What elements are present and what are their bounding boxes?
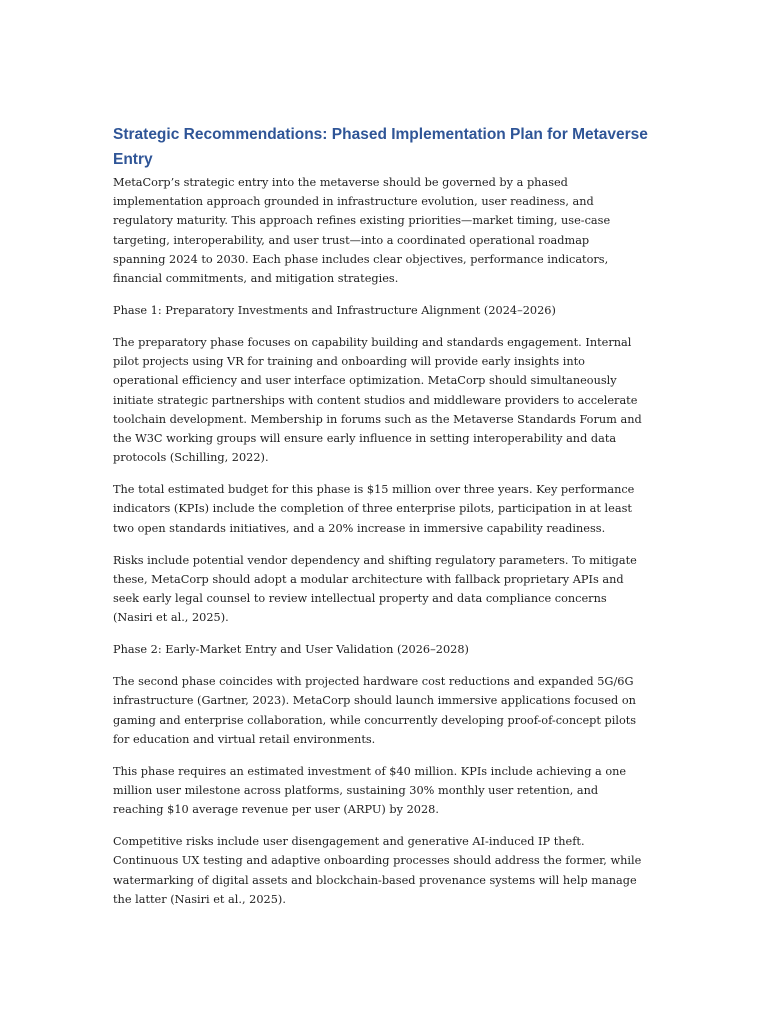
paragraph-line: reaching $10 average revenue per user (ARPU) by 2028. <box>113 803 439 817</box>
paragraph-line: for education and virtual retail environments. <box>113 732 376 746</box>
paragraph-line: Continuous UX testing and adaptive onboarding processes should address the former, while <box>113 854 642 868</box>
paragraph-line: infrastructure (Gartner, 2023). MetaCorp should launch immersive applications focused on <box>113 694 636 708</box>
paragraph-line: spanning 2024 to 2030. Each phase includes clear objectives, performance indicators, <box>113 252 609 266</box>
paragraph-line: pilot projects using VR for training and onboarding will provide early insights into <box>113 355 585 369</box>
paragraph-line: (Nasiri et al., 2025). <box>113 611 229 625</box>
phase-2-risks-paragraph <box>113 832 658 909</box>
phase-1-overview-paragraph <box>113 333 658 467</box>
phase-1-budget-paragraph <box>113 480 658 538</box>
paragraph-line: implementation approach grounded in infrastructure evolution, user readiness, and <box>113 195 594 209</box>
paragraph-line: Risks include potential vendor dependency and shifting regulatory parameters. To mitigate <box>113 553 637 567</box>
paragraph-line: targeting, interoperability, and user trust—into a coordinated operational roadmap <box>113 233 590 247</box>
document-page <box>113 122 658 922</box>
paragraph-line: toolchain development. Membership in forums such as the Metaverse Standards Forum and <box>113 412 642 426</box>
paragraph-line: The second phase coincides with projected hardware cost reductions and expanded 5G/6G <box>113 675 634 689</box>
document-heading: Strategic Recommendations: Phased Implementation Plan for Metaverse Entry <box>113 126 648 168</box>
phase-1-risks-paragraph <box>113 551 658 628</box>
intro-paragraph <box>113 173 658 288</box>
paragraph-line: The total estimated budget for this phase is $15 million over three years. Key performance <box>113 483 635 497</box>
paragraph-line: initiate strategic partnerships with content studios and middleware providers to accelerate <box>113 393 638 407</box>
phase-2-title: Phase 2: Early-Market Entry and User Validation (2026–2028) <box>113 643 469 657</box>
paragraph-line: operational efficiency and user interface optimization. MetaCorp should simultaneously <box>113 374 617 388</box>
phase-1-title: Phase 1: Preparatory Investments and Infrastructure Alignment (2024–2026) <box>113 304 556 318</box>
paragraph-line: protocols (Schilling, 2022). <box>113 451 269 465</box>
phase-2-overview-paragraph <box>113 672 658 749</box>
paragraph-line: seek early legal counsel to review intellectual property and data compliance concerns <box>113 592 607 606</box>
paragraph-line: financial commitments, and mitigation strategies. <box>113 272 399 286</box>
paragraph-line: regulatory maturity. This approach refines existing priorities—market timing, use-case <box>113 214 611 228</box>
paragraph-line: watermarking of digital assets and blockchain-based provenance systems will help manage <box>113 873 637 887</box>
paragraph-line: Competitive risks include user disengagement and generative AI-induced IP theft. <box>113 835 585 849</box>
paragraph-line: two open standards initiatives, and a 20% increase in immersive capability readiness. <box>113 521 606 535</box>
paragraph-line: gaming and enterprise collaboration, while concurrently developing proof-of-concept pilots <box>113 713 637 727</box>
paragraph-line: the W3C working groups will ensure early influence in setting interoperability and data <box>113 432 617 446</box>
paragraph-line: these, MetaCorp should adopt a modular architecture with fallback proprietary APIs and <box>113 572 624 586</box>
paragraph-line: The preparatory phase focuses on capability building and standards engagement. Internal <box>113 336 632 350</box>
paragraph-line: indicators (KPIs) include the completion of three enterprise pilots, participation in at least <box>113 502 632 516</box>
paragraph-line: million user milestone across platforms, sustaining 30% monthly user retention, and <box>113 784 599 798</box>
paragraph-line: MetaCorp’s strategic entry into the metaverse should be governed by a phased <box>113 176 568 189</box>
paragraph-line: the latter (Nasiri et al., 2025). <box>113 892 286 906</box>
phase-2-budget-paragraph <box>113 762 658 820</box>
paragraph-line: This phase requires an estimated investment of $40 million. KPIs include achieving a one <box>113 764 627 778</box>
